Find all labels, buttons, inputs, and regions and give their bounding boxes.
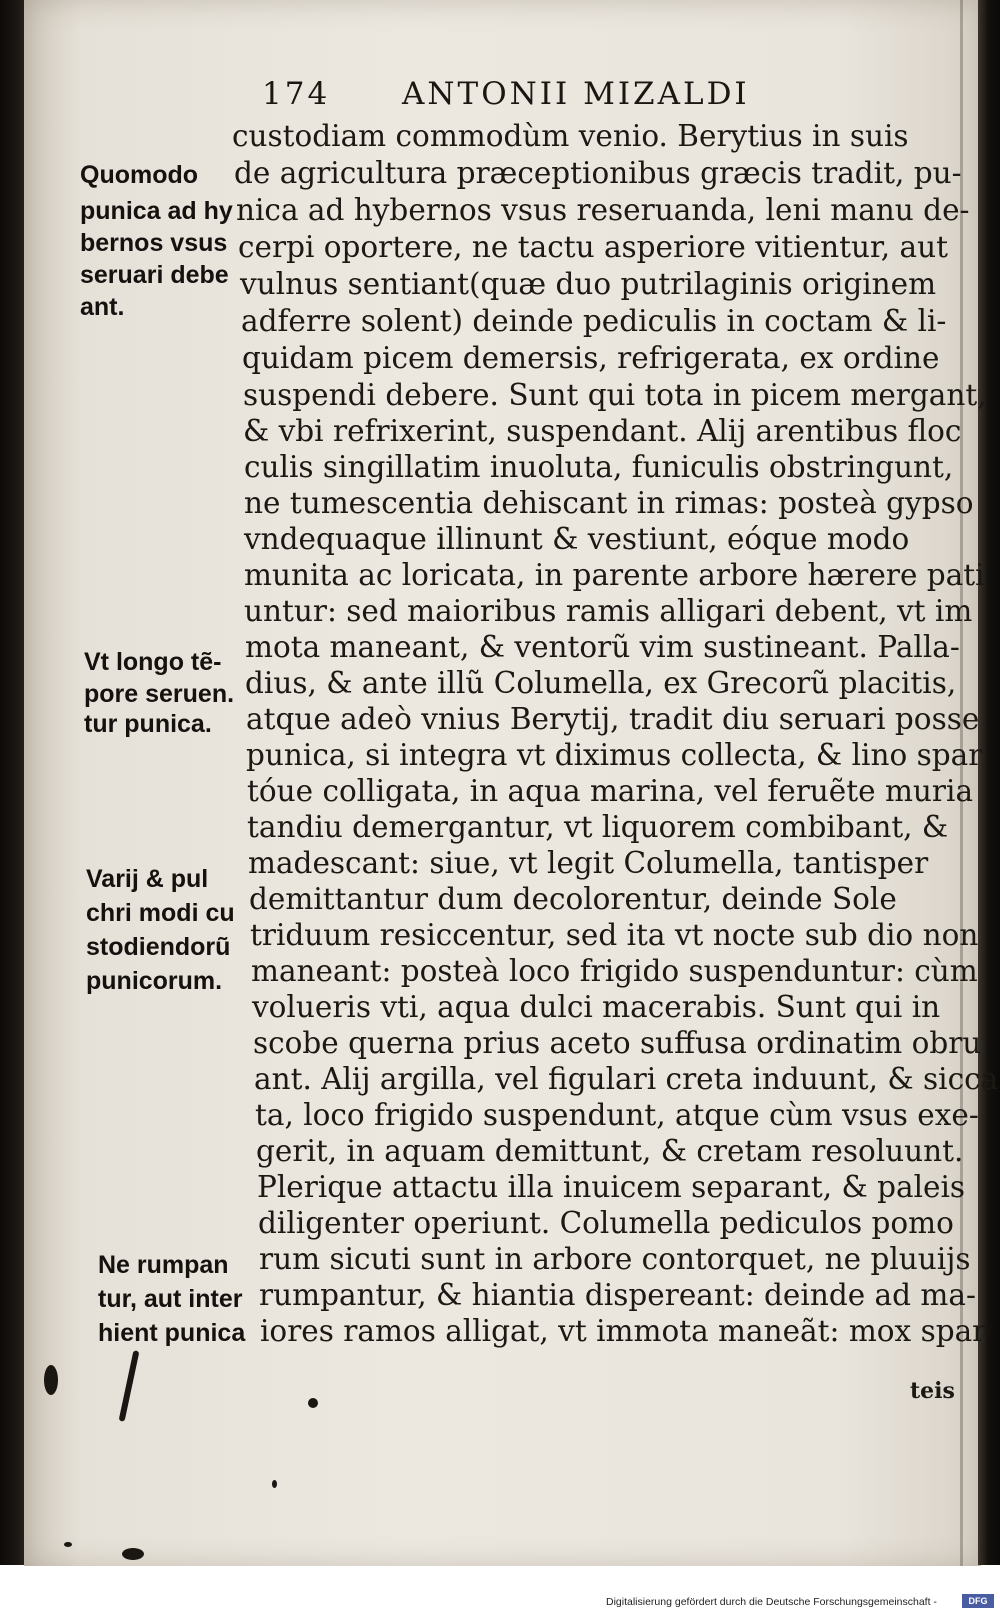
marginal-note-line: stodiendorũ bbox=[86, 933, 231, 961]
body-line: demittantur dum decolorentur, deinde Sole bbox=[249, 882, 897, 916]
body-line: suspendi debere. Sunt qui tota in picem mergant, bbox=[243, 378, 987, 412]
body-line: culis singillatim inuoluta, funiculis obstringunt, bbox=[244, 450, 954, 484]
body-line: volueris vti, aqua dulci macerabis. Sunt qui in bbox=[252, 990, 941, 1024]
marginal-note-line: punica ad hy bbox=[80, 197, 233, 225]
ink-blot-mark bbox=[44, 1365, 58, 1395]
body-line: de agricultura præceptionibus græcis tradit, pu- bbox=[234, 156, 962, 190]
marginal-note-line: tur, aut inter bbox=[98, 1285, 243, 1313]
body-line: scobe querna prius aceto suffusa ordinatim obru bbox=[253, 1026, 982, 1060]
ink-dot-mark bbox=[64, 1542, 72, 1547]
body-line: & vbi refrixerint, suspendant. Alij arentibus floc bbox=[243, 414, 962, 448]
catchword: teis bbox=[910, 1378, 955, 1404]
body-line: atque adeò vnius Berytij, tradit diu seruari posse bbox=[246, 702, 980, 736]
body-line: untur: sed maioribus ramis alligari debent, vt im bbox=[244, 594, 973, 628]
ink-dot-mark bbox=[308, 1398, 318, 1408]
body-line: adferre solent) deinde pediculis in coctam & li- bbox=[241, 304, 947, 338]
marginal-note-line: ant. bbox=[80, 293, 125, 321]
marginal-note-line: Varij & pul bbox=[86, 865, 209, 893]
body-line: vndequaque illinunt & vestiunt, eóque modo bbox=[244, 522, 910, 556]
ink-dot-mark bbox=[272, 1480, 277, 1488]
bottom-margin bbox=[0, 1566, 1000, 1586]
running-head-title: ANTONII MIZALDI bbox=[402, 76, 750, 112]
body-line: custodiam commodùm venio. Berytius in suis bbox=[232, 119, 909, 153]
body-line: madescant: siue, vt legit Columella, tantisper bbox=[248, 846, 929, 880]
body-line: iores ramos alligat, vt immota maneãt: mox spar bbox=[260, 1314, 987, 1348]
body-line: mota maneant, & ventorũ vim sustineant. Palla- bbox=[245, 630, 960, 664]
marginal-note-line: hient punica bbox=[98, 1319, 246, 1347]
body-line: gerit, in aquam demittunt, & cretam resoluunt. bbox=[256, 1134, 964, 1168]
body-line: triduum resiccentur, sed ita vt nocte sub dio non bbox=[250, 918, 979, 952]
marginal-note-line: Quomodo bbox=[80, 161, 199, 189]
marginal-note-line: Vt longo tẽ- bbox=[84, 648, 222, 676]
marginal-note-line: bernos vsus bbox=[80, 229, 228, 257]
marginal-note-line: punicorum. bbox=[86, 967, 223, 995]
body-line: Plerique attactu illa inuicem separant, & paleis bbox=[257, 1170, 966, 1204]
body-line: rum sicuti sunt in arbore contorquet, ne pluuijs bbox=[259, 1242, 971, 1276]
body-line: vulnus sentiant(quæ duo putrilaginis originem bbox=[240, 267, 937, 301]
body-line: nica ad hybernos vsus reseruanda, leni manu de- bbox=[236, 193, 970, 227]
marginal-note-line: tur punica. bbox=[84, 710, 212, 738]
marginal-note-line: seruari debe bbox=[80, 261, 229, 289]
marginal-note-line: chri modi cu bbox=[86, 899, 235, 927]
body-line: quidam picem demersis, refrigerata, ex ordine bbox=[242, 341, 940, 375]
page-number: 174 bbox=[262, 76, 331, 112]
body-line: ta, loco frigido suspendunt, atque cùm vsus exe- bbox=[255, 1098, 979, 1132]
marginal-note-line: pore seruen. bbox=[84, 680, 235, 708]
body-line: tandiu demergantur, vt liquorem combibant, & bbox=[247, 810, 949, 844]
body-line: munita ac loricata, in parente arbore hærere pati bbox=[244, 558, 985, 592]
body-line: diligenter operiunt. Columella pediculos pomo bbox=[258, 1206, 954, 1240]
dfg-logo: DFG bbox=[962, 1594, 994, 1608]
digitization-credit: Digitalisierung gefördert durch die Deutsche Forschungsgemeinschaft - bbox=[606, 1596, 937, 1608]
body-line: ant. Alij argilla, vel figulari creta induunt, & sicca bbox=[254, 1062, 999, 1096]
body-line: cerpi oportere, ne tactu asperiore vitientur, aut bbox=[238, 230, 949, 264]
running-header bbox=[262, 70, 822, 114]
body-line: tóue colligata, in aqua marina, vel feruẽte muria bbox=[247, 774, 974, 808]
body-line: maneant: posteà loco frigido suspenduntur: cùm bbox=[251, 954, 978, 988]
ink-smudge-mark bbox=[122, 1548, 144, 1560]
body-line: dius, & ante illũ Columella, ex Grecorũ placitis, bbox=[245, 666, 957, 700]
body-line: punica, si integra vt diximus collecta, & lino spar bbox=[246, 738, 983, 772]
marginal-note-line: Ne rumpan bbox=[98, 1251, 229, 1279]
body-line: ne tumescentia dehiscant in rimas: posteà gypso bbox=[244, 486, 974, 520]
body-line: rumpantur, & hiantia dispereant: deinde ad ma- bbox=[259, 1278, 976, 1312]
